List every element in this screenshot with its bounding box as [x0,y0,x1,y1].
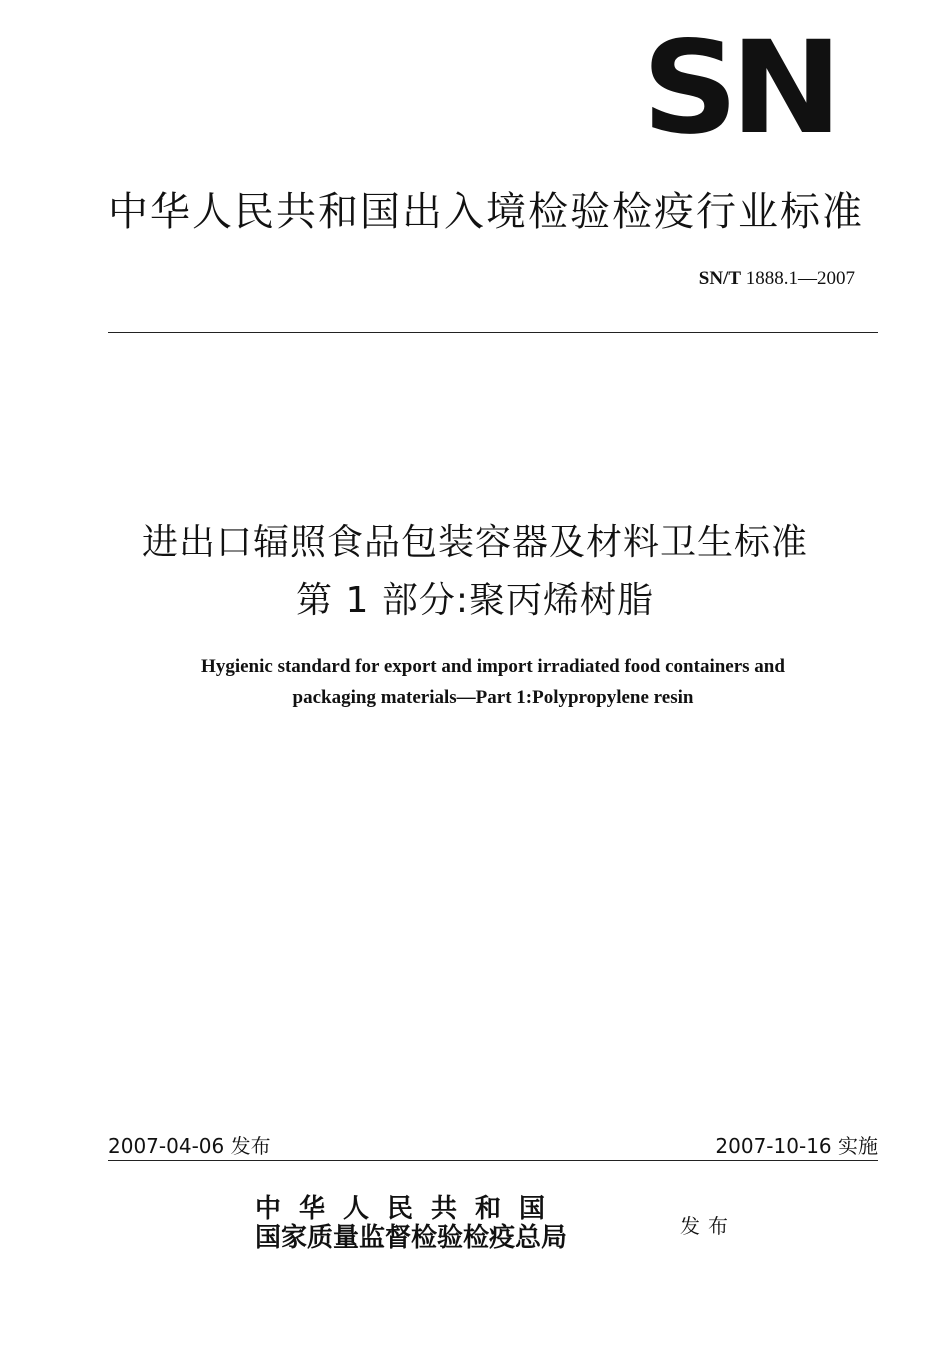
implementation-date: 2007-10-16 实施 [715,1134,878,1158]
sn-logo: SN [641,14,835,163]
issuer-line2: 国家质量监督检验检疫总局 [255,1223,568,1253]
issuer [255,1195,567,1253]
chinese-title-line1: 进出口辐照食品包装容器及材料卫生标准 [141,522,808,563]
bottom-divider [108,1160,878,1161]
publish-date: 2007-04-06 发布 [108,1134,271,1158]
standard-number [699,268,855,290]
issuer-line1: 中华人民共和国 [255,1194,564,1224]
organization-title: 中华人民共和国出入境检验检疫行业标准 [108,189,864,235]
chinese-title-line2: 第 1 部分:聚丙烯树脂 [296,580,654,621]
english-title-line2: packaging materials—Part 1:Polypropylene resin [292,687,694,708]
english-title-line1: Hygienic standard for export and import irradiated food containers and [201,656,785,677]
top-divider [108,332,878,333]
issue-label: 发布 [680,1214,736,1238]
standard-number-value: 1888.1—2007 [745,268,855,289]
standard-code: SN/T [698,268,741,289]
